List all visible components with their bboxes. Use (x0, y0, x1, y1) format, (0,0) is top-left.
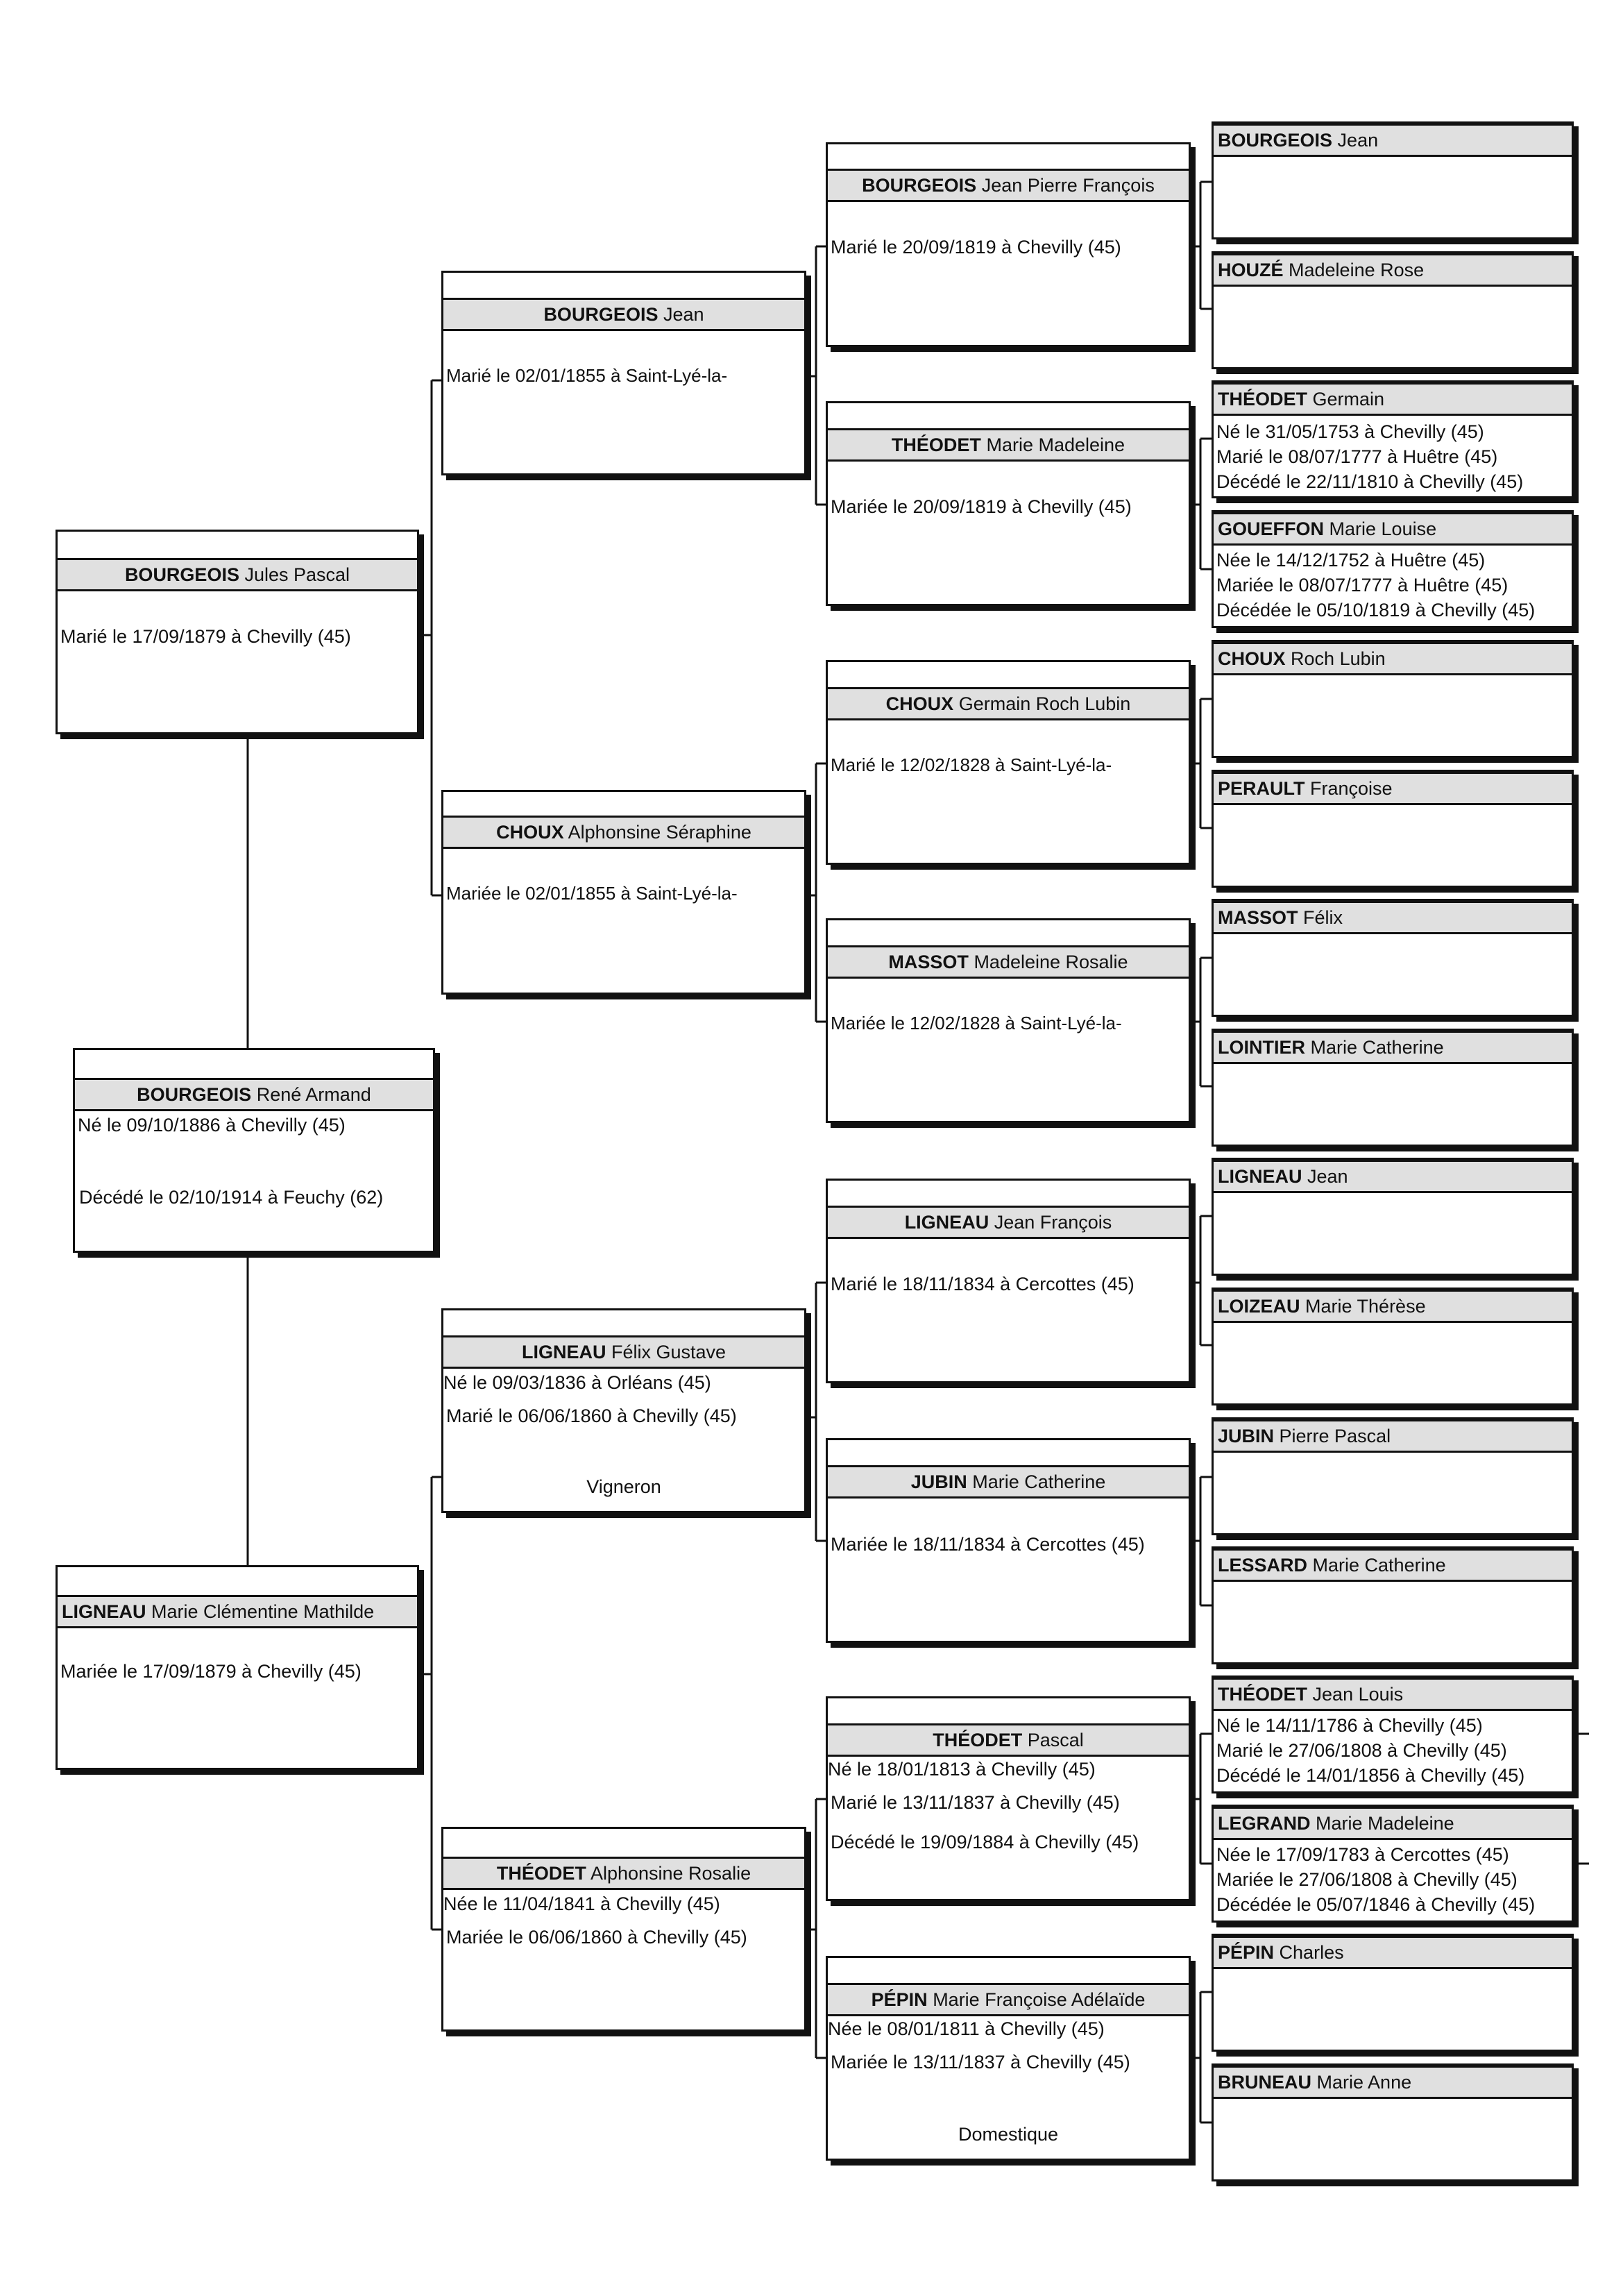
given-names: Madeleine Rosalie (974, 952, 1128, 972)
marriage-line: Mariée le 06/06/1860 à Chevilly (45) (446, 1927, 747, 1948)
person-root[interactable] (73, 1048, 435, 1253)
person-2x-great-grandparent[interactable] (1212, 1805, 1574, 1923)
given-names: Françoise (1310, 778, 1393, 799)
surname: JUBIN (910, 1471, 967, 1492)
given-names: Jean (1307, 1166, 1348, 1187)
person-great-grandparent[interactable] (826, 1956, 1191, 2161)
surname: BOURGEOIS (543, 304, 658, 325)
given-names: Marie Catherine (972, 1471, 1106, 1492)
name-header (828, 1723, 1189, 1757)
surname: BOURGEOIS (862, 175, 977, 196)
surname: CHOUX (496, 822, 564, 843)
surname: LIGNEAU (1218, 1166, 1302, 1187)
person-great-grandparent[interactable] (826, 401, 1191, 606)
marriage-line: Marié le 13/11/1837 à Chevilly (45) (831, 1792, 1120, 1813)
person-2x-great-grandparent[interactable] (1212, 899, 1574, 1017)
person-grandparent[interactable] (441, 790, 806, 995)
name-header (58, 1595, 417, 1628)
name-header (1214, 1031, 1572, 1064)
name-header (443, 298, 804, 331)
person-2x-great-grandparent[interactable] (1212, 640, 1574, 758)
name-header (1214, 124, 1572, 157)
surname: PERAULT (1218, 778, 1305, 799)
marriage-line: Marié le 06/06/1860 à Chevilly (45) (446, 1406, 737, 1426)
marriage-line: Mariée le 08/07/1777 à Huêtre (45) (1216, 575, 1509, 596)
given-names: Germain Roch Lubin (958, 693, 1131, 714)
name-header (1214, 1290, 1572, 1323)
marriage-line: Marié le 08/07/1777 à Huêtre (45) (1216, 446, 1498, 467)
marriage-line: Mariée le 27/06/1808 à Chevilly (45) (1216, 1869, 1518, 1890)
person-2x-great-grandparent[interactable] (1212, 1158, 1574, 1276)
marriage-line: Mariée le 12/02/1828 à Saint-Lyé-la- (831, 1013, 1122, 1033)
given-names: Jean (663, 304, 704, 325)
name-header (828, 945, 1189, 979)
surname: LOINTIER (1218, 1037, 1305, 1058)
surname: THÉODET (933, 1730, 1023, 1750)
birth-line: Né le 14/11/1786 à Chevilly (45) (1216, 1715, 1483, 1736)
marriage-line: Mariée le 20/09/1819 à Chevilly (45) (831, 496, 1132, 517)
person-great-grandparent[interactable] (826, 660, 1191, 865)
surname: LESSARD (1218, 1555, 1308, 1576)
name-header (58, 558, 417, 591)
person-2x-great-grandparent[interactable] (1212, 1417, 1574, 1535)
person-great-grandparent[interactable] (826, 1696, 1191, 1901)
surname: MASSOT (888, 952, 969, 972)
given-names: Jules Pascal (244, 564, 350, 585)
person-grandparent[interactable] (441, 1308, 806, 1513)
surname: LIGNEAU (62, 1601, 146, 1622)
person-mother[interactable] (56, 1565, 419, 1770)
marriage-line: Marié le 12/02/1828 à Saint-Lyé-la- (831, 754, 1112, 775)
given-names: Marie Catherine (1312, 1555, 1446, 1576)
given-names: Marie Clémentine Mathilde (151, 1601, 375, 1622)
surname: HOUZÉ (1218, 260, 1284, 280)
marriage-line: Marié le 18/11/1834 à Cercottes (45) (831, 1274, 1135, 1294)
name-header (828, 687, 1189, 720)
birth-line: Née le 17/09/1783 à Cercottes (45) (1216, 1844, 1509, 1865)
given-names: Germain (1312, 389, 1385, 410)
name-header (1214, 1419, 1572, 1453)
person-2x-great-grandparent[interactable] (1212, 380, 1574, 498)
given-names: Pierre Pascal (1279, 1426, 1391, 1446)
person-2x-great-grandparent[interactable] (1212, 1546, 1574, 1664)
death-line: Décédée le 05/07/1846 à Chevilly (45) (1216, 1894, 1536, 1915)
name-header (443, 816, 804, 849)
given-names: Roch Lubin (1291, 648, 1386, 669)
name-header (1214, 1678, 1572, 1711)
person-great-grandparent[interactable] (826, 142, 1191, 347)
marriage-line: Mariée le 18/11/1834 à Cercottes (45) (831, 1534, 1145, 1555)
name-header (443, 1857, 804, 1890)
person-2x-great-grandparent[interactable] (1212, 1029, 1574, 1147)
person-grandparent[interactable] (441, 271, 806, 475)
surname: BOURGEOIS (137, 1084, 252, 1105)
given-names: Jean Pierre François (981, 175, 1155, 196)
surname: LEGRAND (1218, 1813, 1311, 1834)
surname: LOIZEAU (1218, 1296, 1300, 1317)
surname: THÉODET (496, 1863, 586, 1884)
surname: LIGNEAU (521, 1342, 606, 1362)
person-great-grandparent[interactable] (826, 1179, 1191, 1383)
birth-line: Née le 11/04/1841 à Chevilly (45) (443, 1893, 720, 1914)
name-header (828, 169, 1189, 202)
birth-line: Née le 14/12/1752 à Huêtre (45) (1216, 550, 1486, 571)
surname: BOURGEOIS (1218, 130, 1333, 151)
given-names: Félix Gustave (611, 1342, 726, 1362)
marriage-line: Mariée le 13/11/1837 à Chevilly (45) (831, 2052, 1130, 2073)
given-names: Félix (1303, 907, 1343, 928)
person-2x-great-grandparent[interactable] (1212, 2063, 1574, 2181)
person-2x-great-grandparent[interactable] (1212, 770, 1574, 888)
surname: THÉODET (891, 434, 981, 455)
death-line: Décédée le 05/10/1819 à Chevilly (45) (1216, 600, 1536, 621)
surname: PÉPIN (1218, 1942, 1275, 1963)
name-header (828, 1983, 1189, 2016)
name-header (1214, 1936, 1572, 1969)
occupation: Domestique (958, 2124, 1059, 2145)
given-names: Madeleine Rose (1289, 260, 1425, 280)
person-father[interactable] (56, 530, 419, 734)
death-line: Décédé le 14/01/1856 à Chevilly (45) (1216, 1765, 1525, 1786)
person-great-grandparent[interactable] (826, 918, 1191, 1123)
name-header (75, 1078, 433, 1111)
birth-line: Né le 18/01/1813 à Chevilly (45) (828, 1759, 1096, 1780)
given-names: Marie Françoise Adélaïde (933, 1989, 1146, 2010)
person-2x-great-grandparent[interactable] (1212, 251, 1574, 369)
surname: THÉODET (1218, 389, 1308, 410)
name-header (1214, 642, 1572, 675)
name-header (828, 1465, 1189, 1499)
given-names: Marie Catherine (1310, 1037, 1444, 1058)
name-header (1214, 382, 1572, 416)
name-header (1214, 1548, 1572, 1582)
given-names: Jean (1337, 130, 1379, 151)
given-names: Marie Madeleine (1316, 1813, 1454, 1834)
given-names: Pascal (1027, 1730, 1084, 1750)
name-header (1214, 2066, 1572, 2099)
name-header (1214, 512, 1572, 546)
name-header (1214, 1160, 1572, 1193)
name-header (828, 1206, 1189, 1239)
name-header (1214, 253, 1572, 287)
marriage-line: Marié le 17/09/1879 à Chevilly (45) (60, 626, 351, 647)
given-names: Alphonsine Séraphine (568, 822, 751, 843)
given-names: Marie Louise (1329, 518, 1437, 539)
death-line: Décédé le 02/10/1914 à Feuchy (62) (79, 1187, 384, 1208)
person-2x-great-grandparent[interactable] (1212, 510, 1574, 628)
birth-line: Née le 08/01/1811 à Chevilly (45) (828, 2018, 1105, 2039)
person-grandparent[interactable] (441, 1827, 806, 2032)
marriage-line: Marié le 27/06/1808 à Chevilly (45) (1216, 1740, 1507, 1761)
person-great-grandparent[interactable] (826, 1438, 1191, 1643)
surname: MASSOT (1218, 907, 1298, 928)
surname: BOURGEOIS (124, 564, 239, 585)
given-names: Marie Madeleine (986, 434, 1125, 455)
name-header (443, 1335, 804, 1369)
surname: CHOUX (885, 693, 954, 714)
marriage-line: Mariée le 02/01/1855 à Saint-Lyé-la- (446, 883, 738, 904)
given-names: Jean Louis (1312, 1684, 1404, 1705)
surname: THÉODET (1218, 1684, 1308, 1705)
person-2x-great-grandparent[interactable] (1212, 1288, 1574, 1406)
name-header (1214, 1807, 1572, 1840)
birth-line: Né le 09/03/1836 à Orléans (45) (443, 1372, 711, 1393)
marriage-line: Marié le 20/09/1819 à Chevilly (45) (831, 237, 1121, 258)
surname: CHOUX (1218, 648, 1286, 669)
name-header (1214, 772, 1572, 805)
given-names: René Armand (256, 1084, 371, 1105)
marriage-line: Mariée le 17/09/1879 à Chevilly (45) (60, 1661, 362, 1682)
given-names: Marie Anne (1316, 2072, 1412, 2093)
surname: GOUEFFON (1218, 518, 1324, 539)
name-header (1214, 901, 1572, 934)
given-names: Jean François (994, 1212, 1112, 1233)
surname: JUBIN (1218, 1426, 1275, 1446)
birth-line: Né le 31/05/1753 à Chevilly (45) (1216, 421, 1484, 442)
person-2x-great-grandparent[interactable] (1212, 1675, 1574, 1793)
name-header (828, 428, 1189, 462)
given-names: Charles (1279, 1942, 1344, 1963)
death-line: Décédé le 19/09/1884 à Chevilly (45) (831, 1832, 1139, 1852)
death-line: Décédé le 22/11/1810 à Chevilly (45) (1216, 471, 1524, 492)
given-names: Marie Thérèse (1305, 1296, 1426, 1317)
birth-line: Né le 09/10/1886 à Chevilly (45) (78, 1115, 346, 1136)
surname: PÉPIN (871, 1989, 928, 2010)
given-names: Alphonsine Rosalie (590, 1863, 751, 1884)
surname: BRUNEAU (1218, 2072, 1311, 2093)
occupation: Vigneron (586, 1476, 661, 1497)
person-2x-great-grandparent[interactable] (1212, 121, 1574, 239)
person-2x-great-grandparent[interactable] (1212, 1934, 1574, 2052)
marriage-line: Marié le 02/01/1855 à Saint-Lyé-la- (446, 365, 728, 386)
surname: LIGNEAU (904, 1212, 989, 1233)
